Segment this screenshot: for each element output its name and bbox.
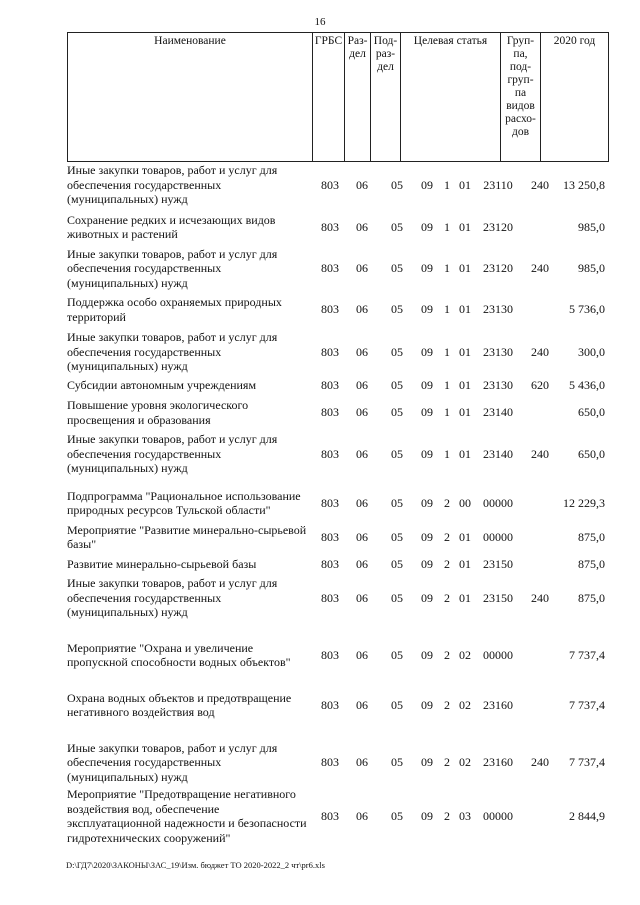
header-name: Наименование	[68, 33, 313, 161]
row-grbs: 803	[321, 495, 339, 510]
table-row	[67, 786, 609, 847]
row-target-event: 01	[459, 344, 471, 359]
header-target: Целевая статья	[401, 33, 501, 161]
row-razdel: 06	[356, 590, 368, 605]
row-name: Мероприятие "Охрана и увеличение пропускной способности водных объектов"	[67, 640, 291, 669]
table-row	[67, 329, 609, 376]
row-podrazdel: 05	[391, 495, 403, 510]
table-row	[67, 522, 609, 554]
row-target-program: 09	[421, 529, 433, 544]
row-grbs: 803	[321, 261, 339, 275]
row-target-direction: 23160	[483, 755, 513, 769]
row-target-event: 02	[459, 647, 471, 662]
table-row	[67, 397, 609, 429]
row-amount: 985,0	[578, 219, 605, 234]
row-target-direction: 23130	[483, 344, 513, 359]
row-target-subprogram: 1	[444, 219, 450, 234]
row-target-subprogram: 1	[444, 177, 450, 192]
row-name: Подпрограмма "Рациональное использование природных ресурсов Тульской области"	[67, 488, 301, 517]
row-target-event: 02	[459, 697, 471, 712]
header-vr: Груп- па, под- груп- па видов расхо- дов	[501, 33, 541, 161]
row-amount: 650,0	[578, 405, 605, 420]
row-razdel: 06	[356, 302, 368, 317]
row-name: Иные закупки товаров, работ и услуг для обеспечения государственных (муниципальных) нужд	[67, 330, 278, 373]
row-grbs: 803	[321, 808, 339, 823]
row-podrazdel: 05	[391, 177, 403, 192]
row-name: Развитие минерально-сырьевой базы	[67, 556, 257, 571]
row-target-program: 09	[421, 556, 433, 571]
row-target-event: 01	[459, 219, 471, 234]
row-amount: 300,0	[578, 344, 605, 359]
header-year: 2020 год	[553, 35, 596, 47]
row-podrazdel: 05	[391, 261, 403, 275]
row-grbs: 803	[321, 177, 339, 192]
row-razdel: 06	[356, 556, 368, 571]
file-path-footer: D:\ГД7\2020\ЗАКОНЫ\ЗАС_19\Изм. бюджет ТО 2020-2022_2 чт\pr6.xls	[66, 860, 325, 870]
row-name: Иные закупки товаров, работ и услуг для обеспечения государственных (муниципальных) нужд	[67, 740, 278, 784]
row-podrazdel: 05	[391, 405, 403, 420]
row-grbs: 803	[321, 697, 339, 712]
row-target-direction: 00000	[483, 529, 513, 544]
row-razdel: 06	[356, 177, 368, 192]
row-target-program: 09	[421, 377, 433, 392]
row-target-event: 01	[459, 405, 471, 420]
row-vr: 240	[531, 344, 549, 359]
table-row	[67, 556, 609, 574]
header-grbs: ГРБС	[313, 33, 345, 161]
row-target-subprogram: 1	[444, 377, 450, 392]
row-target-subprogram: 1	[444, 261, 450, 275]
row-amount: 7 737,4	[569, 755, 605, 769]
row-target-direction: 23120	[483, 261, 513, 275]
row-target-subprogram: 2	[444, 697, 450, 712]
row-podrazdel: 05	[391, 808, 403, 823]
row-target-event: 01	[459, 446, 471, 461]
row-target-program: 09	[421, 697, 433, 712]
row-razdel: 06	[356, 647, 368, 662]
row-target-program: 09	[421, 261, 433, 275]
row-target-direction: 23120	[483, 219, 513, 234]
row-grbs: 803	[321, 529, 339, 544]
row-podrazdel: 05	[391, 556, 403, 571]
row-target-program: 09	[421, 177, 433, 192]
row-name: Иные закупки товаров, работ и услуг для обеспечения государственных (муниципальных) нужд	[67, 576, 278, 619]
row-razdel: 06	[356, 377, 368, 392]
row-podrazdel: 05	[391, 529, 403, 544]
row-vr: 240	[531, 755, 549, 769]
row-name: Иные закупки товаров, работ и услуг для обеспечения государственных (муниципальных) нужд	[67, 432, 278, 475]
row-target-program: 09	[421, 405, 433, 420]
row-target-subprogram: 2	[444, 808, 450, 823]
row-target-program: 09	[421, 344, 433, 359]
row-name: Поддержка особо охраняемых природных территорий	[67, 295, 282, 324]
table-row	[67, 640, 609, 672]
row-grbs: 803	[321, 302, 339, 317]
row-razdel: 06	[356, 219, 368, 234]
row-target-program: 09	[421, 590, 433, 605]
row-amount: 5 736,0	[569, 302, 605, 317]
page-number: 16	[314, 16, 326, 28]
row-name: Повышение уровня экологического просвещения и образования	[67, 398, 249, 427]
row-name: Иные закупки товаров, работ и услуг для обеспечения государственных (муниципальных) нужд	[67, 163, 278, 206]
row-target-event: 01	[459, 302, 471, 317]
row-target-subprogram: 2	[444, 590, 450, 605]
row-name: Мероприятие "Предотвращение негативного воздействия вод, обеспечение эксплуатационной надежности и безопасности гидротехнических сооружений"	[67, 787, 307, 845]
row-razdel: 06	[356, 495, 368, 510]
row-target-event: 01	[459, 177, 471, 192]
row-razdel: 06	[356, 344, 368, 359]
row-podrazdel: 05	[391, 302, 403, 317]
table-row	[67, 431, 609, 478]
row-target-event: 01	[459, 261, 471, 275]
row-target-program: 09	[421, 647, 433, 662]
row-razdel: 06	[356, 405, 368, 420]
row-target-event: 03	[459, 808, 471, 823]
row-target-subprogram: 1	[444, 344, 450, 359]
row-podrazdel: 05	[391, 755, 403, 769]
table-header	[67, 32, 609, 162]
row-target-program: 09	[421, 495, 433, 510]
row-vr: 620	[531, 377, 549, 392]
row-target-program: 09	[421, 302, 433, 317]
table-row	[67, 212, 609, 244]
row-amount: 650,0	[578, 446, 605, 461]
row-podrazdel: 05	[391, 344, 403, 359]
table-body	[67, 162, 609, 847]
row-target-event: 01	[459, 377, 471, 392]
row-amount: 5 436,0	[569, 377, 605, 392]
row-grbs: 803	[321, 556, 339, 571]
row-grbs: 803	[321, 377, 339, 392]
row-amount: 985,0	[578, 261, 605, 275]
row-target-event: 00	[459, 495, 471, 510]
row-podrazdel: 05	[391, 647, 403, 662]
row-target-direction: 23160	[483, 697, 513, 712]
row-razdel: 06	[356, 446, 368, 461]
row-amount: 875,0	[578, 556, 605, 571]
row-grbs: 803	[321, 344, 339, 359]
row-razdel: 06	[356, 261, 368, 275]
row-grbs: 803	[321, 755, 339, 769]
row-target-direction: 23140	[483, 405, 513, 420]
row-podrazdel: 05	[391, 697, 403, 712]
row-grbs: 803	[321, 405, 339, 420]
table-row	[67, 575, 609, 622]
row-name: Охрана водных объектов и предотвращение негативного воздействия вод	[67, 690, 292, 719]
row-amount: 875,0	[578, 529, 605, 544]
row-razdel: 06	[356, 808, 368, 823]
row-target-event: 01	[459, 529, 471, 544]
row-vr: 240	[531, 590, 549, 605]
row-target-program: 09	[421, 755, 433, 769]
row-target-direction: 23110	[483, 177, 513, 192]
row-target-direction: 23150	[483, 590, 513, 605]
table-row	[67, 294, 609, 326]
table-row	[67, 377, 609, 395]
row-vr: 240	[531, 177, 549, 192]
table-row	[67, 246, 609, 293]
row-target-direction: 23130	[483, 377, 513, 392]
row-grbs: 803	[321, 219, 339, 234]
row-amount: 12 229,3	[563, 495, 605, 510]
row-target-direction: 23140	[483, 446, 513, 461]
row-amount: 13 250,8	[563, 177, 605, 192]
row-podrazdel: 05	[391, 377, 403, 392]
row-vr: 240	[531, 261, 549, 275]
row-amount: 875,0	[578, 590, 605, 605]
row-razdel: 06	[356, 755, 368, 769]
row-amount: 7 737,4	[569, 647, 605, 662]
table-row	[67, 488, 609, 520]
table-row	[67, 740, 609, 787]
row-name: Сохранение редких и исчезающих видов животных и растений	[67, 212, 276, 241]
row-target-direction: 23130	[483, 302, 513, 317]
row-razdel: 06	[356, 697, 368, 712]
row-amount: 7 737,4	[569, 697, 605, 712]
row-target-subprogram: 2	[444, 647, 450, 662]
header-razdel: Раз- дел	[345, 33, 371, 161]
row-target-subprogram: 1	[444, 302, 450, 317]
row-target-program: 09	[421, 446, 433, 461]
row-razdel: 06	[356, 529, 368, 544]
row-grbs: 803	[321, 647, 339, 662]
row-podrazdel: 05	[391, 446, 403, 461]
row-grbs: 803	[321, 446, 339, 461]
row-podrazdel: 05	[391, 590, 403, 605]
row-name: Мероприятие "Развитие минерально-сырьевой базы"	[67, 522, 307, 551]
row-target-direction: 00000	[483, 647, 513, 662]
row-target-subprogram: 2	[444, 755, 450, 769]
row-amount: 2 844,9	[569, 808, 605, 823]
row-target-event: 02	[459, 755, 471, 769]
row-target-program: 09	[421, 219, 433, 234]
row-target-subprogram: 1	[444, 446, 450, 461]
row-target-program: 09	[421, 808, 433, 823]
row-target-subprogram: 1	[444, 405, 450, 420]
row-podrazdel: 05	[391, 219, 403, 234]
header-podrazdel: Под- раз- дел	[371, 33, 401, 161]
row-target-direction: 00000	[483, 808, 513, 823]
row-name: Субсидии автономным учреждениям	[67, 377, 257, 392]
row-grbs: 803	[321, 590, 339, 605]
row-target-subprogram: 2	[444, 495, 450, 510]
row-target-direction: 00000	[483, 495, 513, 510]
row-target-subprogram: 2	[444, 529, 450, 544]
row-target-direction: 23150	[483, 556, 513, 571]
table-row	[67, 162, 609, 209]
table-row	[67, 690, 609, 722]
row-target-event: 01	[459, 590, 471, 605]
row-target-event: 01	[459, 556, 471, 571]
row-target-subprogram: 2	[444, 556, 450, 571]
row-name: Иные закупки товаров, работ и услуг для обеспечения государственных (муниципальных) нужд	[67, 246, 278, 290]
row-vr: 240	[531, 446, 549, 461]
